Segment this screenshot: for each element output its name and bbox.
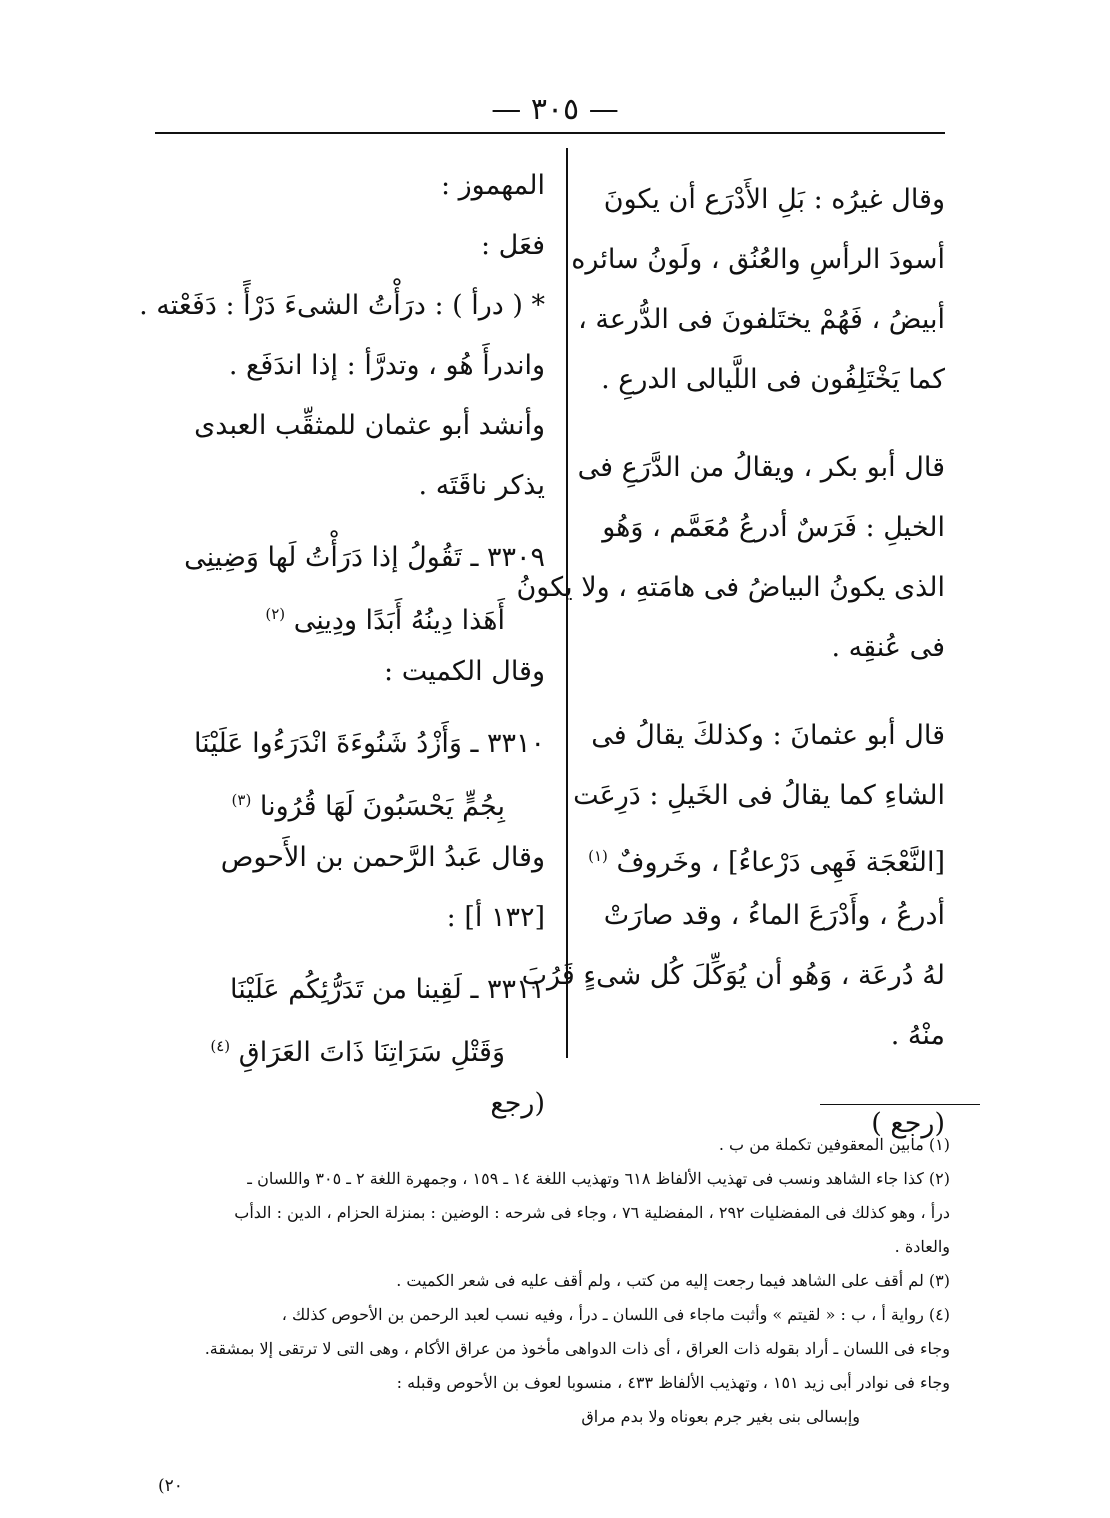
paragraph bbox=[521, 706, 945, 1066]
footnote-line: والعادة . bbox=[894, 1237, 950, 1256]
text-line: الذى يكونُ البياضُ فى هامَتهِ ، ولا يكونُ bbox=[516, 572, 945, 603]
verse-line: ٣٣١١ ـ لَقِينا من تَدَرُّئِكُم عَلَيْنَا bbox=[230, 974, 545, 1005]
footnotes bbox=[150, 1128, 950, 1434]
text-line: قال أبو بكر ، ويقالُ من الدَّرَعِ فى bbox=[577, 452, 945, 483]
signature-mark: (٢٠ bbox=[158, 1476, 183, 1496]
text-segment: [النَّعْجَة فَهِى دَرْعاءُ] ، وخَروفٌ bbox=[616, 847, 945, 878]
text-line: الخيلِ : فَرَسٌ أدرعُ مُعَمَّم ، وَهُو bbox=[602, 512, 945, 543]
text-line: أبيضُ ، فَهُمْ يختَلفونَ فى الدُّرعة ، bbox=[578, 304, 945, 335]
text-line: كما يَخْتَلِفُون فى اللَّيالى الدرعِ . bbox=[601, 364, 945, 395]
verse-line bbox=[160, 772, 545, 828]
intro-line: وقال الكميت : bbox=[384, 656, 545, 687]
text-line: الشاءِ كما يقالُ فى الخَيلِ : دَرِعَت bbox=[573, 780, 945, 811]
text-line bbox=[590, 826, 945, 886]
footnote-line: (٤) رواية أ ، ب : « لقيتم » وأثبت ماجاء فى اللسان ـ درأ ، وفيه نسب لعبد الرحمن بن الأحوص كذلك ، bbox=[281, 1305, 950, 1324]
footnote-rule bbox=[820, 1104, 980, 1105]
footnote-line: (٣) لم أقف على الشاهد فيما رجعت إليه من كتب ، ولم أقف عليه فى شعر الكميت . bbox=[396, 1271, 950, 1290]
left-column bbox=[139, 170, 545, 1148]
paragraph bbox=[571, 170, 945, 410]
text-line: أدرعُ ، وأَدْرَعَ الماءُ ، وقد صارَتْ bbox=[603, 900, 945, 931]
footnote-line: وجاء فى اللسان ـ أراد بقوله ذات العراق ، أى ذات الدواهى مأخوذ من عراق الأكام ، وهى التى لا ترتقى إلا بمشقة. bbox=[204, 1339, 950, 1358]
verse-line: ٣٣١٠ ـ وَأَزْدُ شَنُوءَةَ انْدَرَءُوا عَلَيْنَا bbox=[193, 728, 545, 759]
footnote-line: وجاء فى نوادر أبى زيد ١٥١ ، وتهذيب الألفاظ ٤٣٣ ، منسوبا لعوف بن الأحوص وقبله : bbox=[396, 1373, 950, 1392]
verse-line bbox=[160, 1018, 545, 1074]
intro-line: وقال عَبدُ الرَّحمن بن الأَحوص bbox=[220, 842, 545, 873]
verse-line bbox=[160, 586, 545, 642]
entry-line: * ( درأ ) : درَأْتُ الشىءَ دَرْأً : دَفَعْته . bbox=[139, 290, 545, 321]
right-column bbox=[516, 170, 945, 1182]
text-line: وقال غيرُه : بَلِ الأَدْرَع أن يكونَ bbox=[603, 184, 945, 215]
page-number: — ٣٠٥ — bbox=[491, 92, 619, 127]
intro-line: وأنشد أبو عثمان للمثقِّب العبدى bbox=[194, 410, 545, 441]
intro-line: [١٣٢ أ] : bbox=[446, 902, 545, 933]
text-line: فى عُنقِه . bbox=[831, 632, 945, 663]
return-note: (رجع bbox=[490, 1088, 545, 1119]
text-line: منْهُ . bbox=[890, 1020, 945, 1051]
text-line: قال أبو عثمانَ : وكذلكَ يقالُ فى bbox=[591, 720, 945, 751]
footnote-mark: (٤) bbox=[210, 1037, 231, 1055]
paragraph bbox=[516, 438, 945, 678]
verse bbox=[160, 962, 545, 1074]
footnote-line: (١) مابين المعقوفين تكملة من ب . bbox=[718, 1135, 950, 1154]
return-note: (رجع ) bbox=[871, 1108, 945, 1139]
verse bbox=[160, 530, 545, 642]
footnote-line: درأ ، وهو كذلك فى المفضليات ٢٩٢ ، المفضلية ٧٦ ، وجاء فى شرحه : الوضين : بمنزلة الحزام ، الدين : الدأب bbox=[234, 1203, 950, 1222]
intro-line: يذكر ناقَتَه . bbox=[418, 470, 545, 501]
footnote-quote: وإبسالى بنى بغير جرم بعوناه ولا بدم مراق bbox=[581, 1407, 860, 1426]
verse bbox=[160, 716, 545, 828]
section-heading: المهموز : bbox=[440, 170, 545, 201]
footnote-mark: (١) bbox=[588, 847, 608, 865]
text-segment: أَهَذا دِينُهُ أَبَدًا ودِينِى bbox=[293, 605, 505, 636]
footnote-mark: (٢) bbox=[265, 605, 286, 623]
verse-line: ٣٣٠٩ ـ تَقُولُ إذا دَرَأْتُ لَها وَضِينِى bbox=[184, 542, 545, 573]
footnote-line: (٢) كذا جاء الشاهد ونسب فى تهذيب الألفاظ ٦١٨ وتهذيب اللغة ١٤ ـ ١٥٩ ، وجمهرة اللغة ٢ ـ ٣٠٥ واللسان ـ bbox=[247, 1169, 950, 1188]
text-segment: بِجُمٍّ يَحْسَبُونَ لَهَا قُرُونا bbox=[259, 791, 505, 822]
text-line: لهُ دُرعَة ، وَهُو أن يُوَكِّلَ كُل شىءٍ قَرُبَ bbox=[521, 960, 945, 991]
footnote-mark: (٣) bbox=[231, 791, 252, 809]
section-subheading: فعَل : bbox=[480, 230, 545, 261]
text-segment: وَقَتْلِ سَرَاتِنَا ذَاتَ العَرَاقِ bbox=[238, 1037, 505, 1068]
entry-line: واندرأَ هُو ، وتدرَّأ : إذا اندَفَع . bbox=[228, 350, 545, 381]
header-rule bbox=[155, 132, 945, 134]
text-line: أسودَ الرأسِ والعُنُق ، ولَونُ سائره bbox=[571, 244, 945, 275]
